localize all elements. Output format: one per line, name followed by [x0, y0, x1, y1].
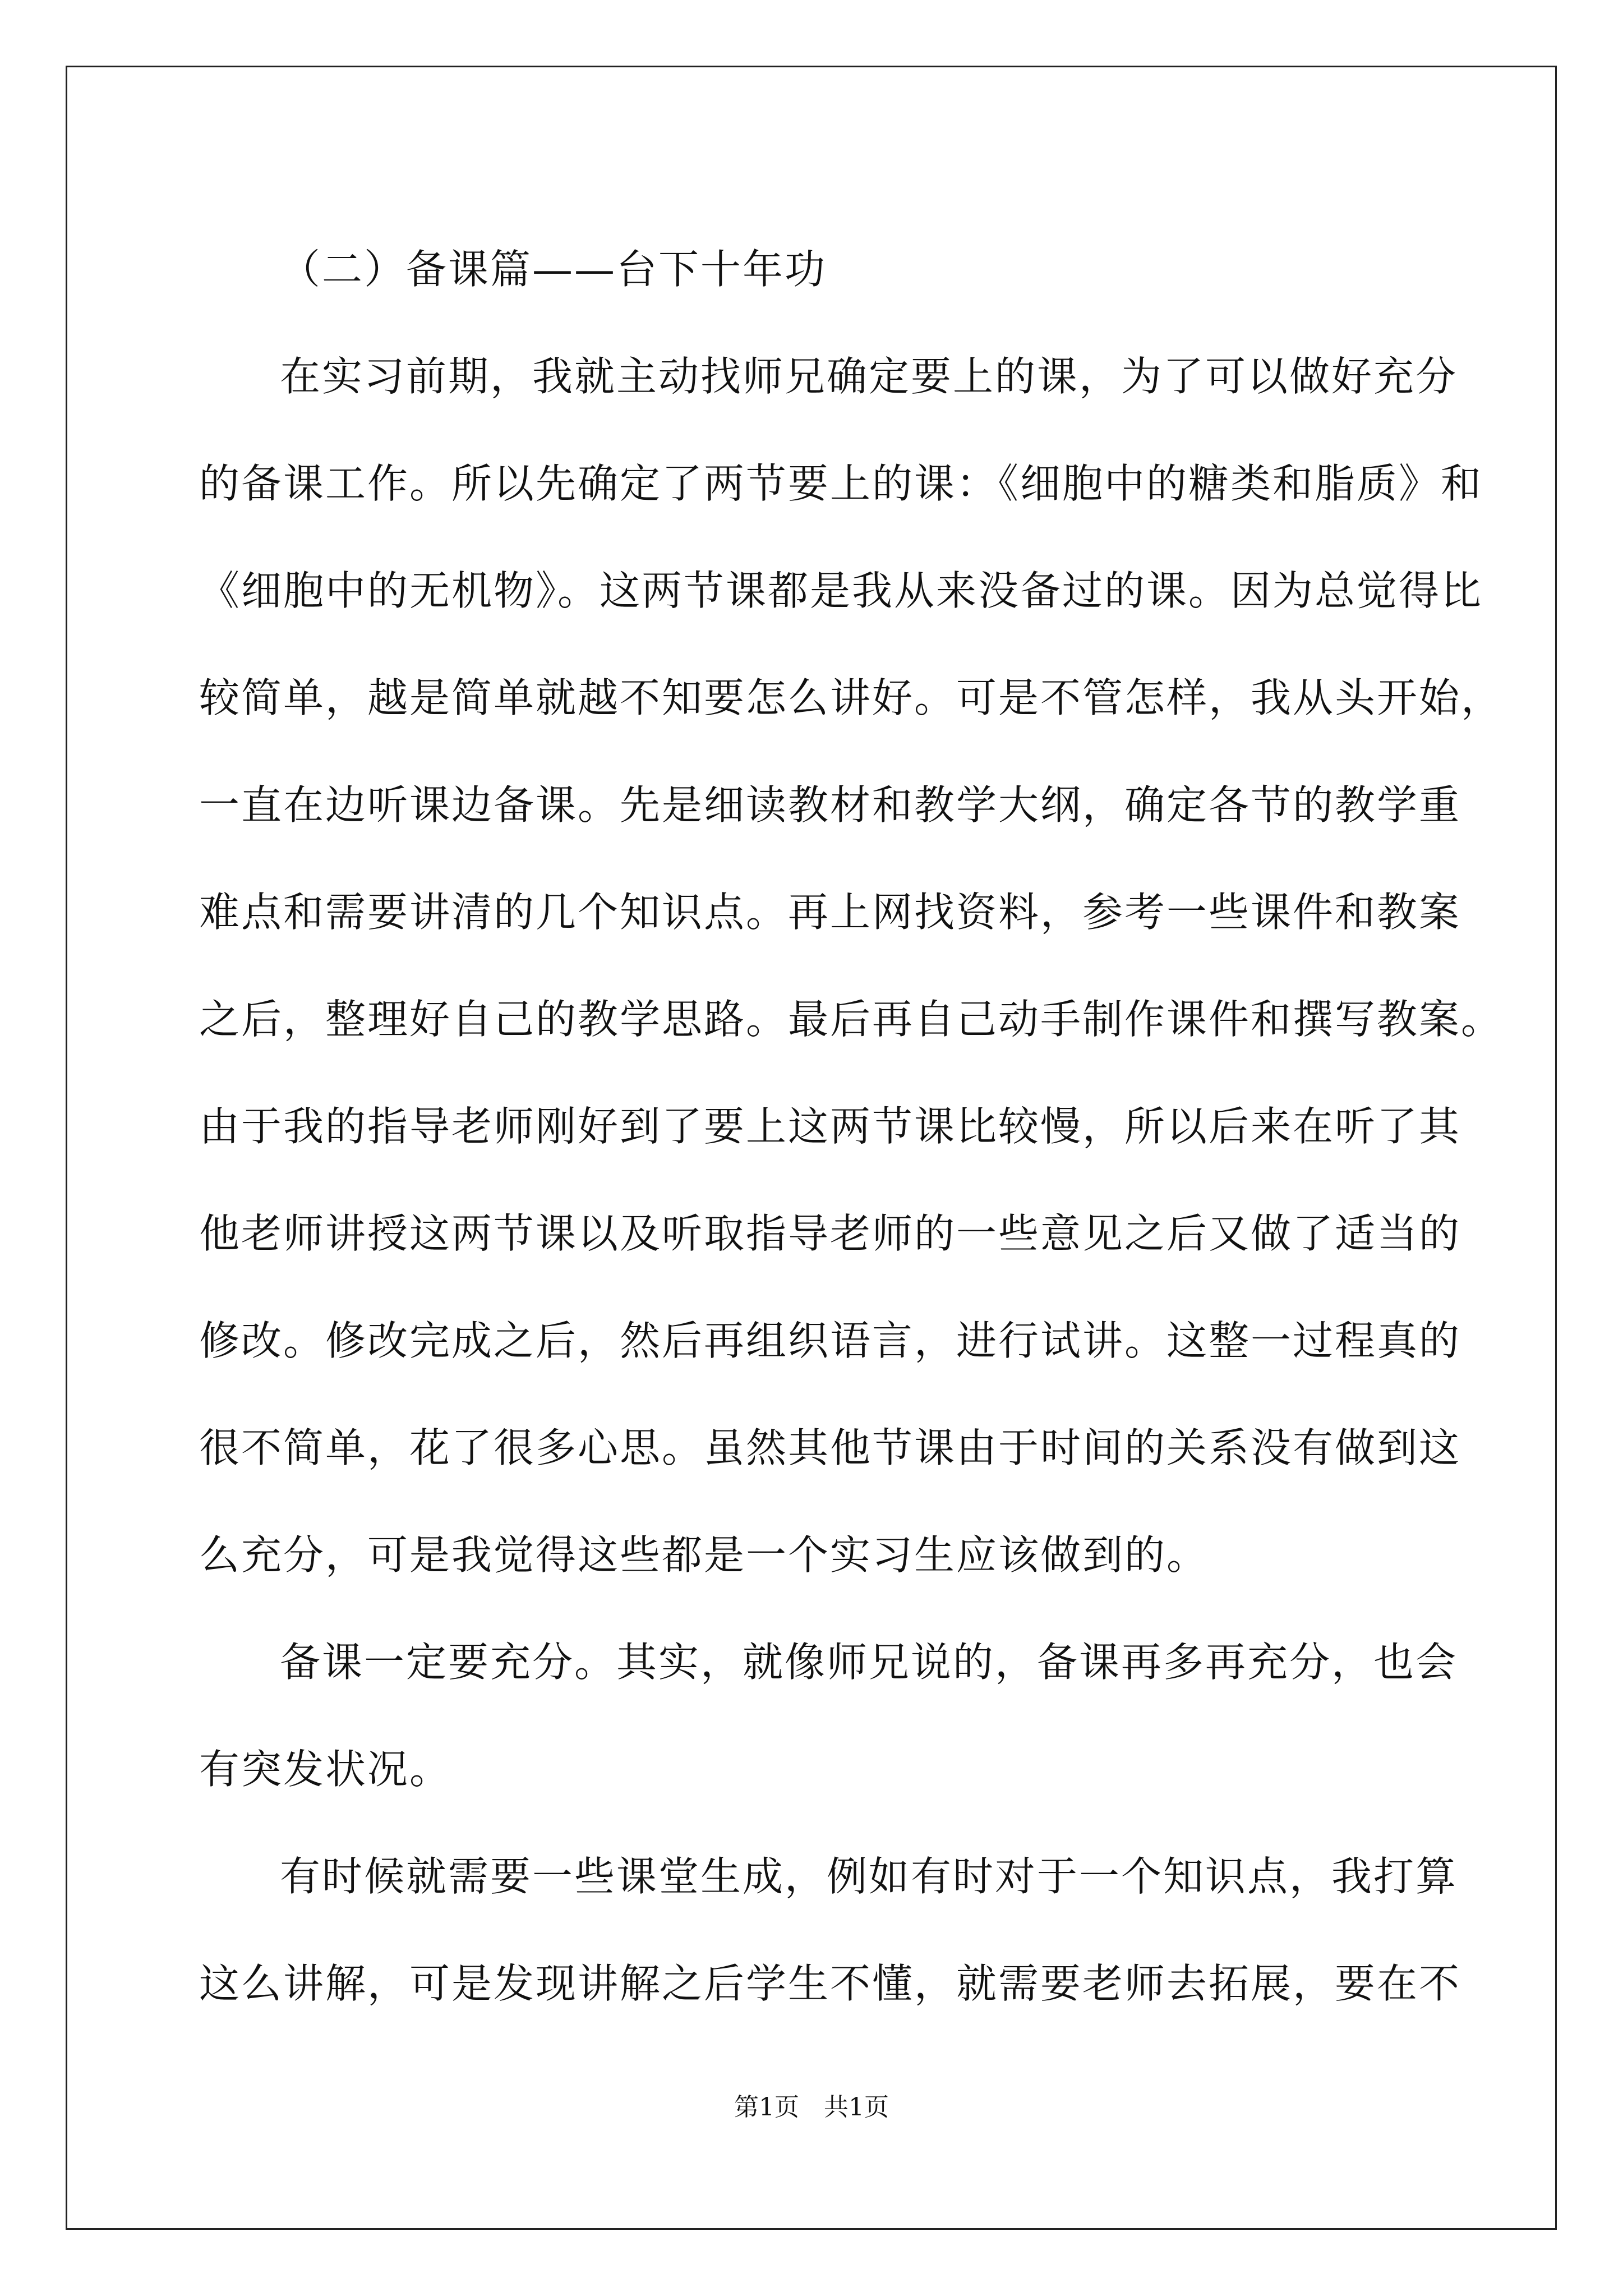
- paragraph-1-line-11: 很不简单，花了很多心思。虽然其他节课由于时间的关系没有做到这: [199, 1424, 1461, 1471]
- paragraph-2-line-2: 有突发状况。: [199, 1746, 452, 1793]
- paragraph-1-line-1: 在实习前期，我就主动找师兄确定要上的课，为了可以做好充分: [280, 353, 1458, 400]
- paragraph-1-line-6: 难点和需要讲清的几个知识点。再上网找资料，参考一些课件和教案: [199, 889, 1461, 936]
- page-number-footer: 第1页 共1页: [734, 2093, 889, 2122]
- paragraph-1-line-12: 么充分，可是我觉得这些都是一个实习生应该做到的。: [199, 1531, 1209, 1579]
- paragraph-1-line-8: 由于我的指导老师刚好到了要上这两节课比较慢，所以后来在听了其: [199, 1103, 1461, 1150]
- paragraph-1-line-7: 之后，整理好自己的教学思路。最后再自己动手制作课件和撰写教案。: [199, 996, 1504, 1043]
- paragraph-1-line-3: 《细胞中的无机物》。这两节课都是我从来没备过的课。因为总觉得比: [199, 567, 1483, 614]
- paragraph-1-line-9: 他老师讲授这两节课以及听取指导老师的一些意见之后又做了适当的: [199, 1210, 1461, 1257]
- paragraph-3-line-1: 有时候就需要一些课堂生成，例如有时对于一个知识点，我打算: [280, 1853, 1458, 1900]
- document-body: [199, 216, 1504, 2037]
- section-heading: （二）备课篇——台下十年功: [280, 246, 827, 293]
- paragraph-1-line-2: 的备课工作。所以先确定了两节要上的课：《细胞中的糖类和脂质》和: [199, 460, 1483, 507]
- paragraph-1-line-5: 一直在边听课边备课。先是细读教材和教学大纲，确定各节的教学重: [199, 781, 1461, 829]
- paragraph-1-line-4: 较简单，越是简单就越不知要怎么讲好。可是不管怎样，我从头开始，: [199, 674, 1504, 721]
- paragraph-2-line-1: 备课一定要充分。其实，就像师兄说的，备课再多再充分，也会: [280, 1639, 1458, 1686]
- paragraph-1-line-10: 修改。修改完成之后，然后再组织语言，进行试讲。这整一过程真的: [199, 1317, 1461, 1364]
- paragraph-3-line-2: 这么讲解，可是发现讲解之后学生不懂，就需要老师去拓展，要在不: [199, 1960, 1461, 2007]
